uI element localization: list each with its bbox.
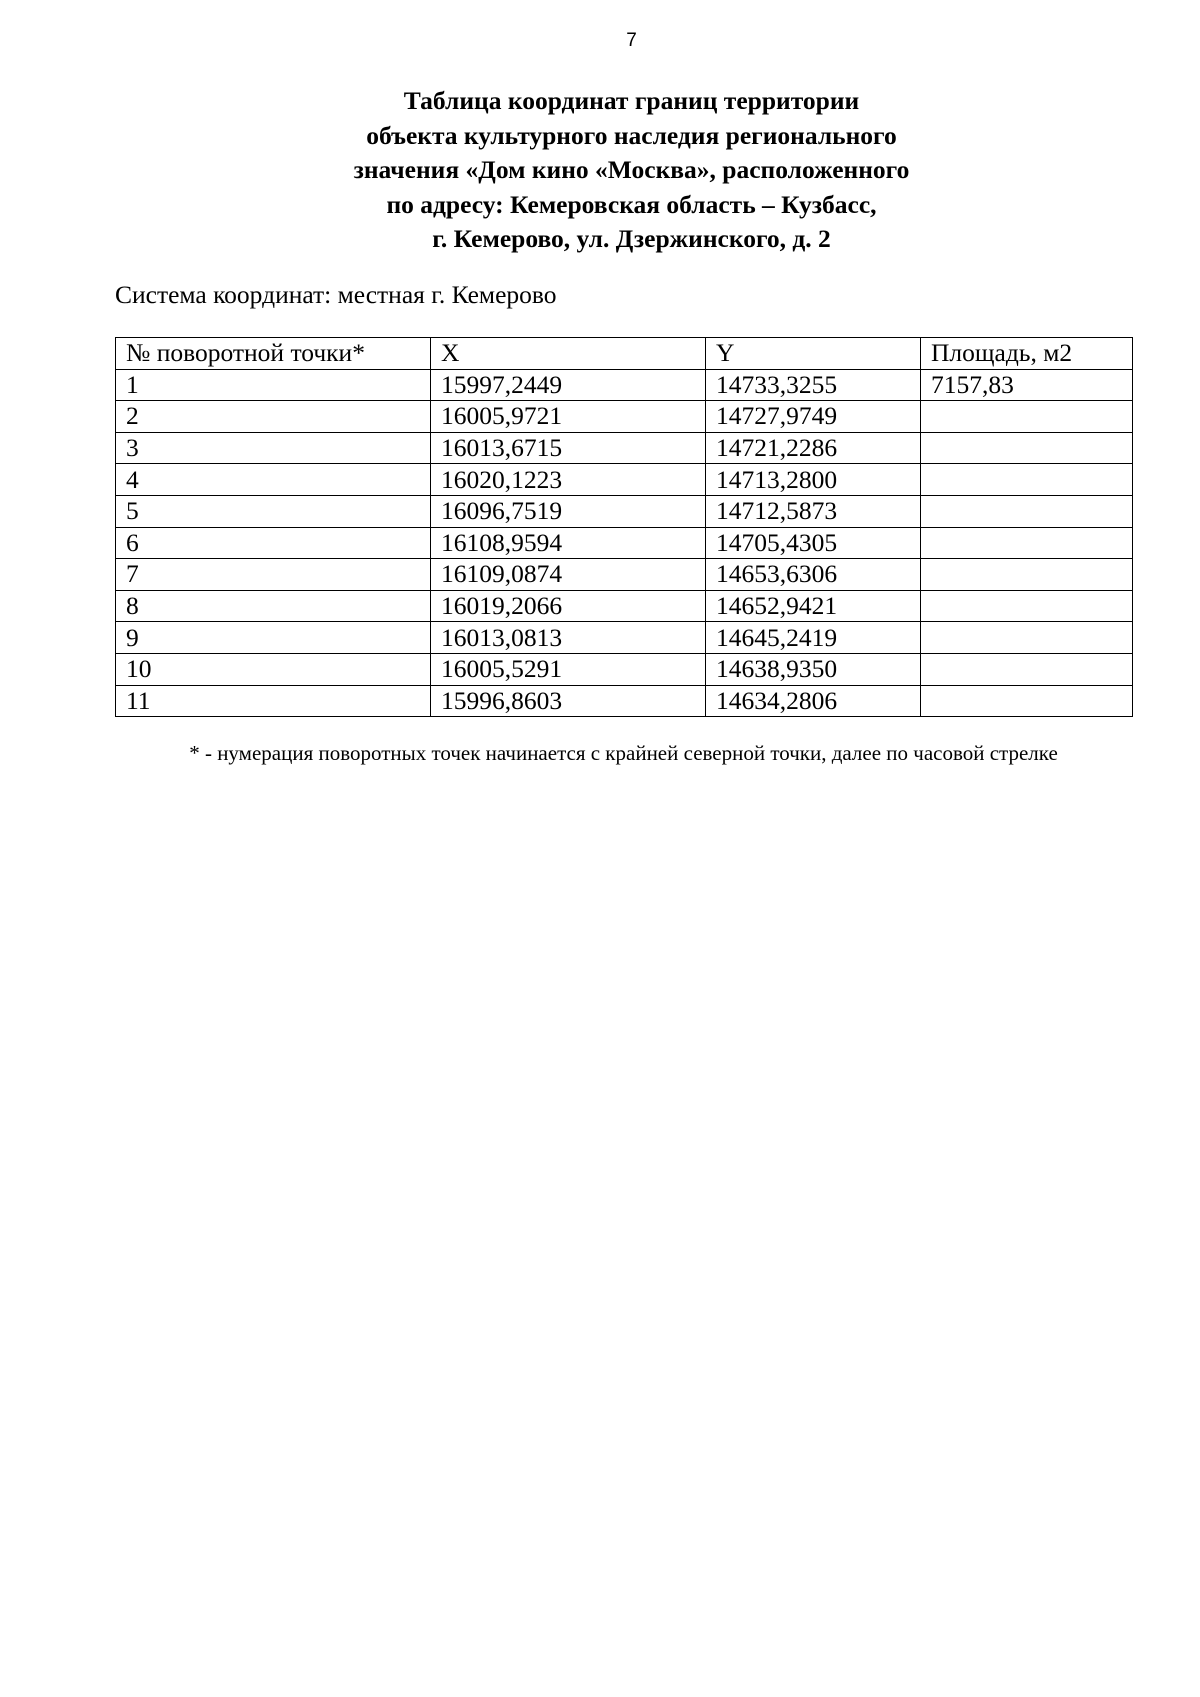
cell-area <box>921 401 1133 433</box>
cell-area <box>921 559 1133 591</box>
cell-point-number: 11 <box>116 685 431 717</box>
cell-x: 16005,9721 <box>431 401 706 433</box>
cell-x: 16108,9594 <box>431 527 706 559</box>
cell-point-number: 3 <box>116 432 431 464</box>
cell-y: 14705,4305 <box>706 527 921 559</box>
cell-point-number: 8 <box>116 590 431 622</box>
page-number: 7 <box>626 30 637 51</box>
table-row <box>116 685 1133 717</box>
cell-x: 15996,8603 <box>431 685 706 717</box>
cell-point-number: 5 <box>116 495 431 527</box>
cell-x: 16013,6715 <box>431 432 706 464</box>
table-body <box>116 369 1133 717</box>
title-line: значения «Дом кино «Москва», расположенного <box>353 155 910 184</box>
cell-y: 14727,9749 <box>706 401 921 433</box>
cell-area <box>921 590 1133 622</box>
cell-y: 14634,2806 <box>706 685 921 717</box>
header-point-number: № поворотной точки* <box>116 338 431 370</box>
cell-x: 16019,2066 <box>431 590 706 622</box>
cell-area <box>921 622 1133 654</box>
table-row <box>116 369 1133 401</box>
cell-area <box>921 464 1133 496</box>
cell-y: 14652,9421 <box>706 590 921 622</box>
cell-x: 16013,0813 <box>431 622 706 654</box>
cell-point-number: 9 <box>116 622 431 654</box>
document-title <box>300 84 963 257</box>
table-row <box>116 653 1133 685</box>
cell-area <box>921 685 1133 717</box>
table-row <box>116 559 1133 591</box>
cell-y: 14653,6306 <box>706 559 921 591</box>
table-row <box>116 464 1133 496</box>
title-line: Таблица координат границ территории <box>403 86 860 115</box>
cell-y: 14638,9350 <box>706 653 921 685</box>
table-header-row <box>116 338 1133 370</box>
cell-point-number: 6 <box>116 527 431 559</box>
cell-x: 16096,7519 <box>431 495 706 527</box>
header-area: Площадь, м2 <box>921 338 1133 370</box>
cell-point-number: 10 <box>116 653 431 685</box>
table-row <box>116 527 1133 559</box>
table-row <box>116 432 1133 464</box>
cell-x: 16109,0874 <box>431 559 706 591</box>
title-line: объекта культурного наследия регионального <box>366 120 897 150</box>
cell-x: 15997,2449 <box>431 369 706 401</box>
cell-y: 14713,2800 <box>706 464 921 496</box>
table-row <box>116 495 1133 527</box>
header-x: X <box>431 338 706 370</box>
cell-area <box>921 432 1133 464</box>
cell-point-number: 2 <box>116 401 431 433</box>
cell-y: 14733,3255 <box>706 369 921 401</box>
cell-x: 16005,5291 <box>431 653 706 685</box>
header-y: Y <box>706 338 921 370</box>
table-row <box>116 622 1133 654</box>
coordinates-table <box>115 337 1133 717</box>
table-row <box>116 590 1133 622</box>
footnote: * - нумерация поворотных точек начинается с крайней северной точки, далее по часовой стрелке <box>189 741 1058 765</box>
cell-y: 14645,2419 <box>706 622 921 654</box>
coordinate-system-label: Система координат: местная г. Кемерово <box>115 280 557 309</box>
cell-y: 14721,2286 <box>706 432 921 464</box>
cell-y: 14712,5873 <box>706 495 921 527</box>
title-line: по адресу: Кемеровская область – Кузбасс, <box>386 189 877 219</box>
cell-area <box>921 495 1133 527</box>
cell-area <box>921 527 1133 559</box>
cell-area: 7157,83 <box>921 369 1133 401</box>
cell-point-number: 7 <box>116 559 431 591</box>
table-row <box>116 401 1133 433</box>
cell-x: 16020,1223 <box>431 464 706 496</box>
cell-area <box>921 653 1133 685</box>
title-line: г. Кемерово, ул. Дзержинского, д. 2 <box>432 224 831 253</box>
cell-point-number: 1 <box>116 369 431 401</box>
cell-point-number: 4 <box>116 464 431 496</box>
